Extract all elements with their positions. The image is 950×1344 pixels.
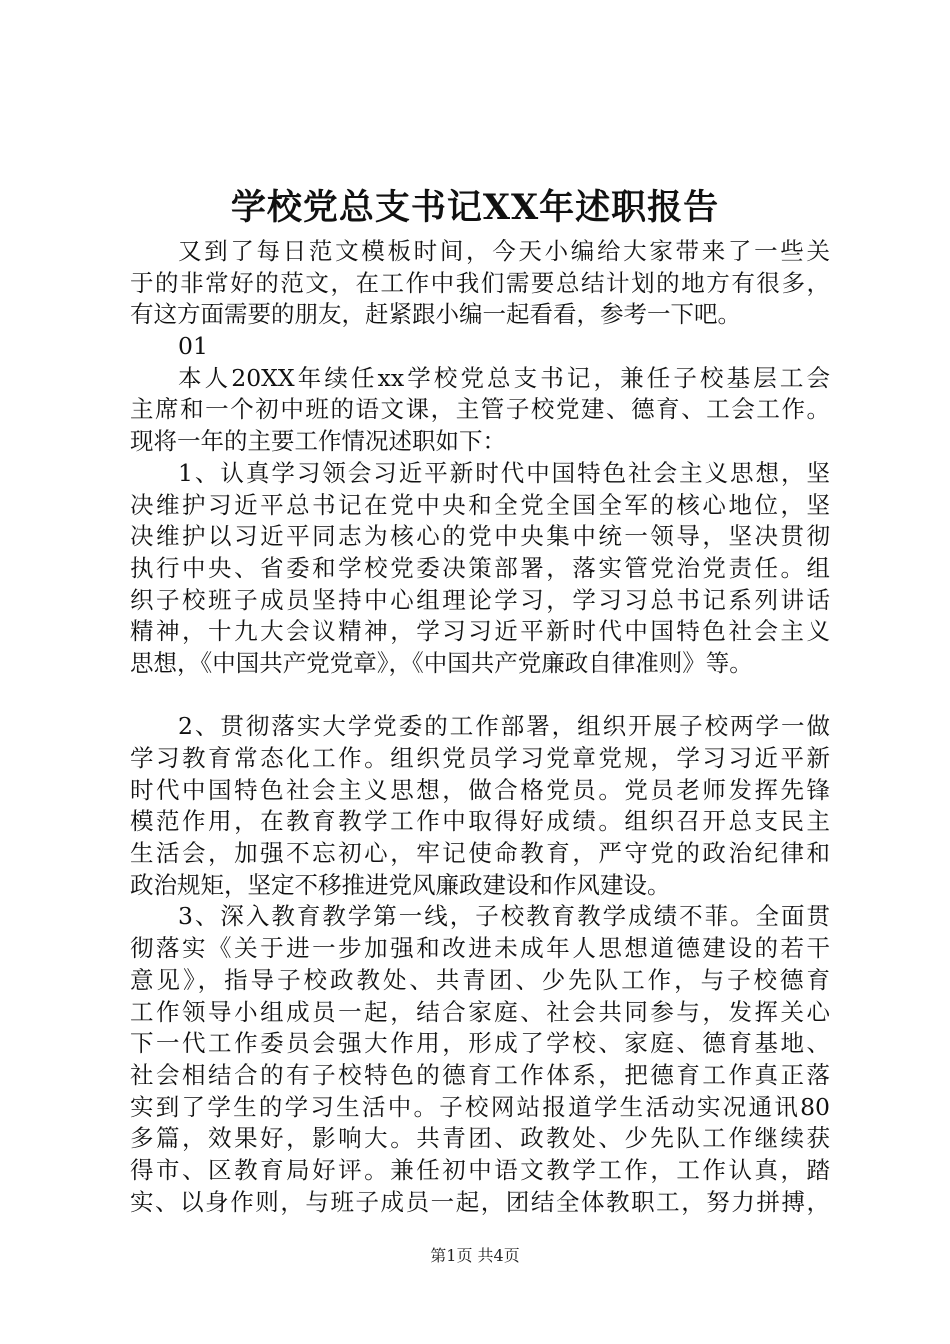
text-line: 社会相结合的有子校特色的德育工作体系，把德育工作真正落 [130,1060,830,1089]
text-line: 于的非常好的范文，在工作中我们需要总结计划的地方有很多， [130,268,830,297]
text-line: 实到了学生的学习生活中。子校网站报道学生活动实况通讯80 [130,1092,830,1121]
text-line: 多篇，效果好，影响大。共青团、政教处、少先队工作继续获 [130,1124,830,1153]
text-line: 生活会，加强不忘初心，牢记使命教育，严守党的政治纪律和 [130,839,830,868]
text-line: 得市、区教育局好评。兼任初中语文教学工作，工作认真，踏 [130,1155,830,1184]
text-line: 本人20XX年续任xx学校党总支书记，兼任子校基层工会 [178,363,830,392]
text-line: 有这方面需要的朋友，赶紧跟小编一起看看，参考一下吧。 [130,300,741,329]
section-number: 01 [178,332,208,361]
text-line: 工作领导小组成员一起，结合家庭、社会共同参与，发挥关心 [130,997,830,1026]
text-line: 执行中央、省委和学校党委决策部署，落实管党治党责任。组 [130,553,830,582]
page-number-footer: 第1页 共4页 [430,1246,520,1265]
document-body [130,236,830,1218]
text-line: 主席和一个初中班的语文课，主管子校党建、德育、工会工作。 [130,395,830,424]
text-line: 1、认真学习领会习近平新时代中国特色社会主义思想，坚 [178,458,830,487]
text-line: 政治规矩，坚定不移推进党风廉政建设和作风建设。 [130,870,671,899]
text-line: 思想，《中国共产党党章》，《中国共产党廉政自律准则》等。 [130,648,753,677]
text-line: 2、贯彻落实大学党委的工作部署，组织开展子校两学一做 [178,712,830,741]
text-line: 模范作用，在教育教学工作中取得好成绩。组织召开总支民主 [130,807,830,836]
text-line: 意见》，指导子校政教处、共青团、少先队工作，与子校德育 [130,965,830,994]
paragraph-spacer [130,680,830,712]
text-line: 实、以身作则，与班子成员一起，团结全体教职工，努力拼搏， [130,1187,830,1216]
document-title: 学校党总支书记XX年述职报告 [230,187,720,228]
text-line: 决维护习近平总书记在党中央和全党全国全军的核心地位，坚 [130,490,830,519]
text-line: 彻落实《关于进一步加强和改进未成年人思想道德建设的若干 [130,934,830,963]
text-line: 织子校班子成员坚持中心组理论学习，学习习总书记系列讲话 [130,585,830,614]
text-line: 决维护以习近平同志为核心的党中央集中统一领导，坚决贯彻 [130,522,830,551]
text-line: 3、深入教育教学第一线，子校教育教学成绩不菲。全面贯 [178,902,830,931]
text-line: 时代中国特色社会主义思想，做合格党员。党员老师发挥先锋 [130,775,830,804]
text-line: 学习教育常态化工作。组织党员学习党章党规，学习习近平新 [130,744,830,772]
text-line: 现将一年的主要工作情况述职如下： [130,427,506,456]
text-line: 下一代工作委员会强大作用，形成了学校、家庭、德育基地、 [130,1029,830,1058]
text-line: 又到了每日范文模板时间，今天小编给大家带来了一些关 [178,237,830,265]
text-line: 精神，十九大会议精神，学习习近平新时代中国特色社会主义 [130,617,830,646]
